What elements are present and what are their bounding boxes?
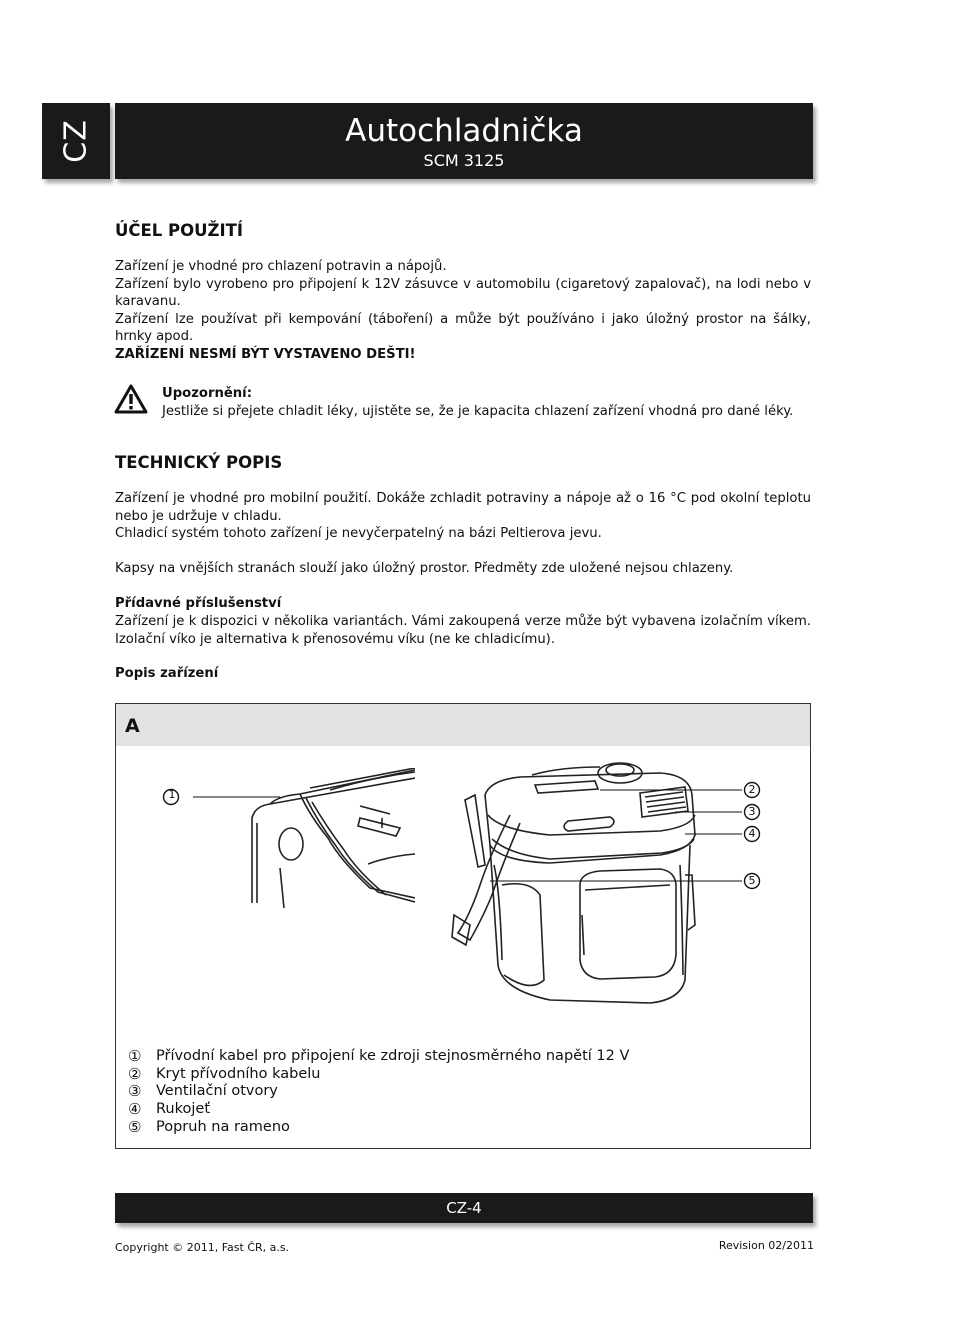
- caution-block: [162, 385, 812, 420]
- legend-text: Popruh na rameno: [156, 1118, 290, 1135]
- callout-number: 2: [748, 783, 756, 796]
- callout-number: 3: [748, 805, 756, 818]
- legend-number: ④: [128, 1100, 142, 1119]
- device-description-heading: Popis zařízení: [115, 666, 219, 681]
- legend-item: [128, 1048, 629, 1066]
- page-title: Autochladnička: [345, 113, 583, 149]
- callout-line-1: [162, 788, 280, 806]
- legend-number: ①: [128, 1047, 142, 1065]
- callout-lines-right: [480, 780, 762, 892]
- copyright: Copyright © 2011, Fast ČR, a.s.: [115, 1241, 290, 1254]
- purpose-line: Zařízení je vhodné pro chlazení potravin a nápojů.: [115, 259, 447, 274]
- language-tab: [42, 103, 110, 179]
- legend-item: [128, 1119, 629, 1137]
- revision: Revision 02/2011: [718, 1239, 814, 1252]
- technical-para-1: Zařízení je vhodné pro mobilní použití. Dokáže zchladit potraviny a nápoje až o 16 °C pod okolní teplotu nebo je udržuje v chladu.: [115, 491, 811, 524]
- technical-para-2: Chladicí systém tohoto zařízení je nevyčerpatelný na bázi Peltierova jevu.: [115, 526, 602, 541]
- accessories-heading: Přídavné příslušenství: [115, 596, 282, 611]
- language-code: CZ: [58, 119, 94, 163]
- page-number-bar: [115, 1193, 813, 1223]
- rain-warning: ZAŘÍZENÍ NESMÍ BÝT VYSTAVENO DEŠTI!: [115, 346, 416, 362]
- purpose-line: Zařízení bylo vyrobeno pro připojení k 12V zásuvce v automobilu (cigaretový zapalovač), na lodi nebo v karavanu.: [115, 276, 811, 309]
- legend-number: ⑤: [128, 1117, 142, 1136]
- figure-label: A: [116, 704, 810, 746]
- page-number: CZ-4: [446, 1199, 482, 1217]
- section-heading-technical: TECHNICKÝ POPIS: [115, 453, 283, 472]
- purpose-text: [115, 258, 811, 363]
- legend-text: Rukojeť: [156, 1101, 210, 1118]
- figure-legend: [128, 1048, 629, 1137]
- purpose-line: Zařízení lze používat při kempování (táboření) a může být používáno i jako úložný prostor na šálky, hrnky apod.: [115, 311, 811, 344]
- legend-text: Ventilační otvory: [156, 1083, 278, 1100]
- model-number: SCM 3125: [423, 151, 505, 170]
- accessories-text: Zařízení je k dispozici v několika variantách. Vámi zakoupená verze může být vybavena izolačním víkem. Izolační víko je alternativa k přenosovému víku (ne ke chladicímu).: [115, 614, 811, 647]
- legend-item: [128, 1083, 629, 1101]
- warning-triangle-icon: [114, 384, 148, 418]
- callout-number: 5: [748, 874, 756, 887]
- section-heading-purpose: ÚČEL POUŽITÍ: [115, 221, 244, 240]
- caution-text: Jestliže si přejete chladit léky, ujistěte se, že je kapacita chlazení zařízení vhodná pro dané léky.: [162, 403, 794, 419]
- callout-number: 1: [168, 788, 176, 801]
- legend-item: [128, 1066, 629, 1084]
- legend-text: Kryt přívodního kabelu: [156, 1065, 321, 1082]
- title-bar: [115, 103, 813, 179]
- legend-text: Přívodní kabel pro připojení ke zdroji stejnosměrného napětí 12 V: [156, 1048, 630, 1064]
- caution-title: Upozornění:: [162, 386, 252, 401]
- callout-number: 4: [748, 827, 756, 840]
- technical-para-3: Kapsy na vnějších stranách slouží jako úložný prostor. Předměty zde uložené nejsou chlazeny.: [115, 561, 734, 576]
- legend-number: ③: [128, 1082, 142, 1101]
- legend-number: ②: [128, 1064, 142, 1083]
- legend-item: [128, 1101, 629, 1119]
